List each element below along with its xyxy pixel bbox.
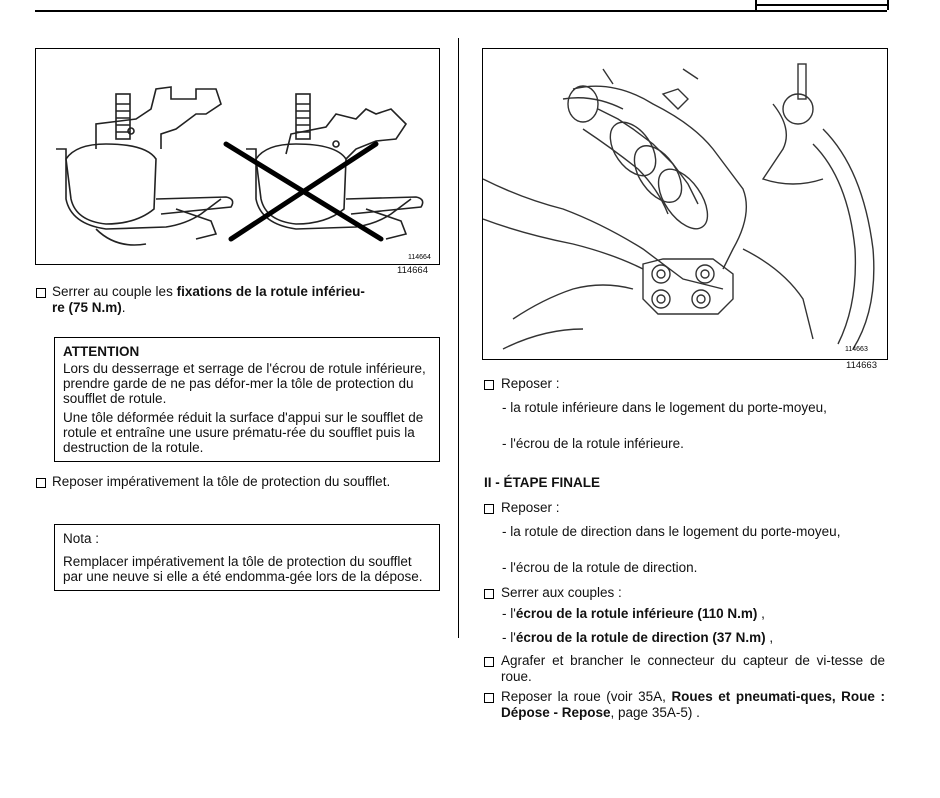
dash-couple-inferieure: - l'écrou de la rotule inférieure (110 N.m) , (502, 606, 765, 621)
figure-ball-joint-plate (35, 48, 440, 265)
bullet-icon (484, 657, 494, 667)
dash-rotule-inferieure: - la rotule inférieure dans le logement du porte-moyeu, (502, 400, 827, 415)
attention-box (54, 337, 440, 462)
dash-ecrou-inferieure: - l'écrou de la rotule inférieure. (502, 436, 684, 451)
figure-number-right: 114663 (846, 360, 877, 371)
nota-title: Nota : (63, 531, 100, 546)
figure-small-ref: 114663 (845, 346, 868, 353)
step-reposer-2: Reposer : (501, 500, 560, 515)
nota-box (54, 524, 440, 591)
header-tab (755, 0, 889, 10)
step-reposer-1: Reposer : (501, 376, 560, 391)
dash-ecrou-direction: - l'écrou de la rotule de direction. (502, 560, 698, 575)
figure-hub-carrier (482, 48, 888, 360)
bullet-icon (484, 380, 494, 390)
step-agrafer: Agrafer et brancher le connecteur du capteur de vi-tesse de roue. (501, 653, 885, 684)
figure-number-left: 114664 (397, 265, 428, 276)
figure-small-ref: 114664 (408, 254, 431, 261)
dash-rotule-direction: - la rotule de direction dans le logement du porte-moyeu, (502, 524, 841, 539)
bullet-icon (484, 589, 494, 599)
attention-paragraph-2: Une tôle déformée réduit la surface d'appui sur le soufflet de rotule et entraîne une usure prématu-rée du soufflet puis la destruction de la rotule. (63, 410, 424, 455)
attention-title: ATTENTION (63, 344, 140, 359)
hub-carrier-illustration (483, 49, 887, 359)
top-rule (35, 10, 887, 12)
section-heading: II - ÉTAPE FINALE (484, 475, 601, 490)
attention-paragraph-1: Lors du desserrage et serrage de l'écrou de rotule inférieure, prendre garde de ne pas défor-mer la tôle de protection du soufflet de rotule. (63, 361, 426, 406)
bullet-icon (484, 693, 494, 703)
step-reposer-tole: Reposer impérativement la tôle de protection du soufflet. (52, 474, 391, 489)
step-serrer-rotule: Serrer au couple les fixations de la rotule inférieu- re (75 N.m). (52, 284, 365, 315)
dash-couple-direction: - l'écrou de la rotule de direction (37 N.m) , (502, 630, 774, 645)
ball-joint-illustration (36, 49, 439, 264)
bullet-icon (484, 504, 494, 514)
bullet-icon (36, 288, 46, 298)
bullet-icon (36, 478, 46, 488)
step-serrer-couples: Serrer aux couples : (501, 585, 622, 600)
column-divider (458, 38, 459, 638)
step-reposer-roue: Reposer la roue (voir 35A, Roues et pneumati-ques, Roue : Dépose - Repose, page 35A-5) . (501, 689, 885, 720)
nota-text: Remplacer impérativement la tôle de protection du soufflet par une neuve si elle a été endomma-gée lors de la dépose. (63, 554, 423, 584)
